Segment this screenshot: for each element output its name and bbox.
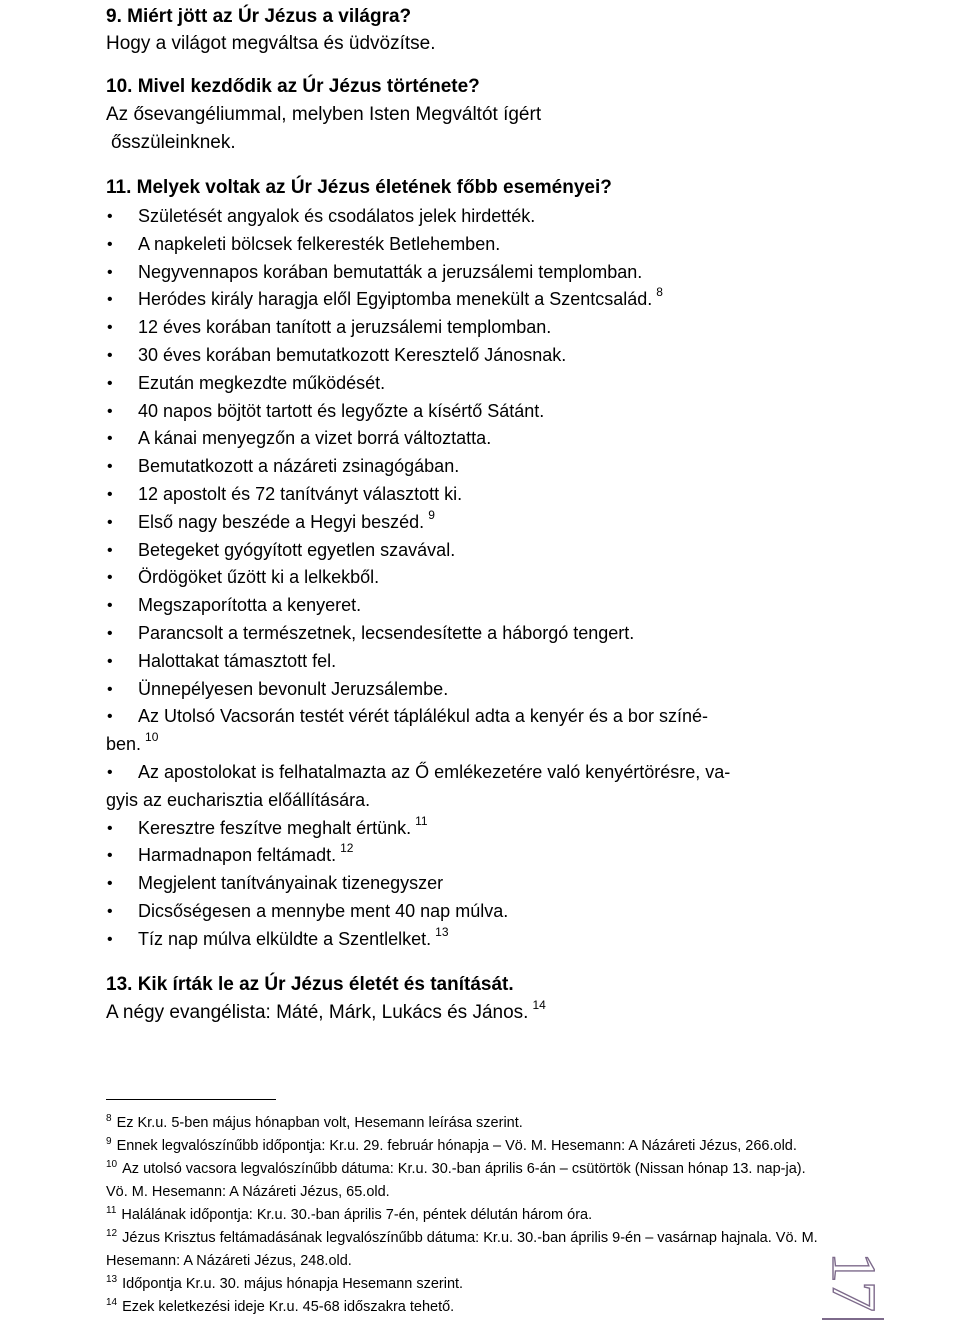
event-text: Parancsolt a természetnek, lecsendesítette a háborgó tengert. [138,622,635,643]
event-text: Heródes király haragja elől Egyiptomba menekült a Szentcsalád. [138,289,653,310]
bullet-icon: • [107,902,113,920]
event-item [106,759,846,815]
event-text: Bemutatkozott a názáreti zsinagógában. [138,456,460,477]
event-text: Keresztre feszítve meghalt értünk. [138,817,412,838]
footnotes [106,1112,826,1319]
question-13-title: 13. Kik írták le az Úr Jézus életét és tanítását. [106,974,514,995]
event-item [106,481,846,509]
event-text: Harmadnapon feltámadt. [138,845,337,866]
footnote-ref: 10 [145,730,159,745]
bullet-icon: • [107,513,113,531]
event-item [106,259,846,287]
event-item [106,453,846,481]
event-item [106,703,846,759]
footnote-text: Időpontja Kr.u. 30. május hónapja Hesemann szerint. [122,1276,464,1292]
event-item [106,425,846,453]
event-item [106,676,846,704]
bullet-icon: • [107,263,113,281]
events-list [106,203,846,954]
event-item [106,203,846,231]
bullet-icon: • [107,541,113,559]
event-text: Tíz nap múlva elküldte a Szentlelket. [138,928,432,949]
event-text-continuation: ben. [106,734,142,755]
question-9-answer: Hogy a világot megváltsa és üdvözítse. [106,33,436,54]
bullet-icon: • [107,485,113,503]
footnote-ref: 8 [656,285,663,300]
bullet-icon: • [107,708,113,726]
event-item [106,286,846,314]
event-text: Halottakat támasztott fel. [138,650,337,671]
event-text: Születését angyalok és csodálatos jelek hirdették. [138,206,536,226]
event-item [106,314,846,342]
event-text-continuation: gyis az eucharisztia előállítására. [106,789,371,810]
question-13-answer [106,999,546,1026]
bullet-icon: • [107,763,113,781]
event-item [106,537,846,565]
footnote [106,1296,826,1319]
bullet-icon: • [107,319,113,337]
bullet-icon: • [107,597,113,615]
event-item [106,509,846,537]
footnote [106,1158,826,1204]
question-11-title: 11. Melyek voltak az Úr Jézus életének főbb eseményei? [106,177,612,198]
question-13-answer-text: A négy evangélista: Máté, Márk, Lukács és János. [106,1002,529,1023]
event-item [106,592,846,620]
footnote [106,1135,826,1158]
event-text: A napkeleti bölcsek felkeresték Betlehemben. [138,233,501,254]
footnote-text: Halálának időpontja: Kr.u. 30.-ban április 7-én, péntek délután három óra. [121,1207,593,1223]
event-item [106,620,846,648]
footnote-ref: 9 [428,507,435,522]
footnote-number: 12 [106,1228,118,1239]
bullet-icon: • [107,930,113,948]
event-item [106,231,846,259]
event-text: Negyvennapos korában bemutatták a jeruzsálemi templomban. [138,261,643,282]
footnote-separator [106,1099,276,1100]
bullet-icon: • [107,374,113,392]
event-item [106,564,846,592]
event-item [106,398,846,426]
footnote-number: 9 [106,1136,112,1147]
event-item [106,342,846,370]
bullet-icon: • [107,430,113,448]
footnote-number: 8 [106,1113,112,1124]
bullet-icon: • [107,680,113,698]
event-text: Az Utolsó Vacsorán testét vérét táplálékul adta a kenyér és a bor színé- [138,706,708,727]
event-item [106,898,846,926]
footnote [106,1227,826,1273]
event-item [106,370,846,398]
footnote [106,1204,826,1227]
event-text: Ünnepélyesen bevonult Jeruzsálembe. [138,678,449,699]
footnote [106,1112,826,1135]
bullet-icon: • [107,291,113,309]
footnote-ref: 11 [415,813,428,828]
event-text: A kánai menyegzőn a vizet borrá változtatta. [138,428,492,449]
event-item [106,815,846,843]
bullet-icon: • [107,819,113,837]
bullet-icon: • [107,235,113,253]
event-text: Dicsőségesen a mennybe ment 40 nap múlva. [138,900,509,921]
footnote-ref: 14 [532,998,546,1012]
footnote-text: Ez Kr.u. 5-ben május hónapban volt, Hesemann leírása szerint. [116,1115,523,1131]
event-text: Ördögöket űzött ki a lelkekből. [138,567,380,588]
page-number: 17 [819,1252,887,1310]
event-text: 12 apostolt és 72 tanítványt választott ki. [138,483,463,504]
footnote-number: 13 [106,1274,118,1285]
event-text: Betegeket gyógyított egyetlen szavával. [138,539,456,560]
bullet-icon: • [107,208,113,225]
event-item [106,870,846,898]
bullet-icon: • [107,875,113,893]
footnote-text: Ezek keletkezési ideje Kr.u. 45-68 időszakra tehető. [122,1299,455,1315]
footnote-number: 14 [106,1297,118,1308]
question-10-answer-line-1: Az ősevangéliummal, melyben Isten Megváltót ígért [106,104,542,125]
bullet-icon: • [107,569,113,587]
event-text: 40 napos böjtöt tartott és legyőzte a kísértő Sátánt. [138,400,545,421]
event-text: Ezután megkezdte működését. [138,372,386,393]
event-text: Megjelent tanítványainak tizenegyszer [138,873,444,894]
bullet-icon: • [107,346,113,364]
question-10-title: 10. Mivel kezdődik az Úr Jézus története? [106,76,480,97]
question-10-answer-line-2: ősszüleinknek. [111,132,236,153]
footnote-text: Ennek legvalószínűbb időpontja: Kr.u. 29. február hónapja – Vö. M. Hesemann: A Názáreti Jézus, 266.old. [116,1138,797,1154]
footnote-number: 11 [106,1205,117,1216]
event-text: Első nagy beszéde a Hegyi beszéd. [138,511,425,532]
event-item [106,648,846,676]
bullet-icon: • [107,652,113,670]
bullet-icon: • [107,402,113,420]
footnote-ref: 12 [340,841,354,856]
bullet-icon: • [107,847,113,865]
event-item [106,842,846,870]
event-text: 12 éves korában tanított a jeruzsálemi templomban. [138,317,552,338]
bullet-icon: • [107,458,113,476]
event-text: 30 éves korában bemutatkozott Keresztelő Jánosnak. [138,344,567,365]
bullet-icon: • [107,624,113,642]
event-text: Megszaporította a kenyeret. [138,595,362,616]
footnote-text: Az utolsó vacsora legvalószínűbb dátuma: Kr.u. 30.-ban április 6-án – csütörtök (Nissan hónap 13. nap-ja). Vö. M. Hesemann: A Názáreti Jézus, 65.old. [106,1161,806,1200]
question-9-title: 9. Miért jött az Úr Jézus a világra? [106,6,412,27]
page-number-bar [822,1318,884,1320]
footnote-text: Jézus Krisztus feltámadásának legvalószínűbb dátuma: Kr.u. 30.-ban április 9-én – vasárnap hajnala. Vö. M. Hesemann: A Názáreti Jézus, 248.old. [106,1230,818,1269]
footnote-ref: 13 [435,924,449,939]
event-text: Az apostolokat is felhatalmazta az Ő emlékezetére való kenyértörésre, va- [138,761,731,782]
footnote-number: 10 [106,1159,118,1170]
event-item [106,926,846,954]
footnote [106,1273,826,1296]
